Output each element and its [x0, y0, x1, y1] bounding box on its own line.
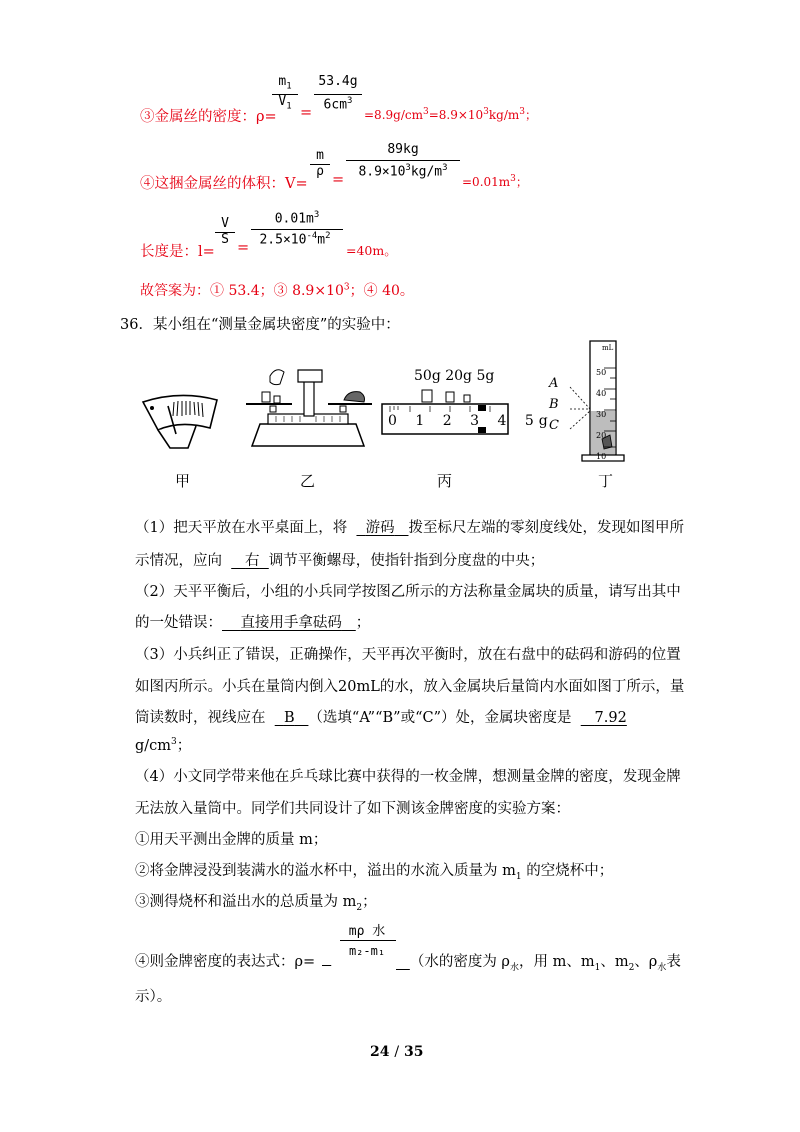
frac-sup: 3	[405, 163, 411, 173]
length-frac1-num: V	[221, 216, 229, 231]
figure-jia-dial	[140, 390, 220, 450]
item4-frac1-den: ρ	[316, 164, 324, 179]
frac-text: 2.5×10	[259, 232, 307, 248]
text: 的空烧杯中；	[521, 863, 614, 879]
sup: 3	[171, 737, 177, 748]
page-number	[370, 1044, 423, 1060]
text: ；	[355, 615, 371, 631]
text: ；	[362, 894, 377, 910]
answer-text: B	[283, 710, 295, 726]
text: ②将金牌浸没到装满水的溢水杯中，溢出的水流入质量为 m	[135, 863, 516, 879]
caption-yi: 乙	[300, 472, 316, 490]
text: ③测得烧杯和溢出水的总质量为 m	[135, 894, 357, 910]
text: （水的密度为 ρ	[409, 954, 510, 970]
question-title: 36．某小组在“测量金属块密度”的实验中：	[120, 317, 400, 333]
item3-frac2-den	[312, 96, 364, 112]
step4-rest	[396, 950, 681, 973]
step4-label: ④则金牌密度的表达式：ρ=	[135, 954, 316, 970]
answer-text: 右	[245, 553, 260, 569]
item4-label: ④这捆金属丝的体积：V=	[140, 176, 308, 192]
fraction-bar	[346, 160, 460, 161]
frac-text: m	[317, 232, 326, 248]
fraction-bar	[251, 229, 343, 230]
p3-line3	[135, 706, 627, 727]
tick-label: 4	[497, 413, 512, 429]
p3-line2: 如图丙所示。小兵在量筒内倒入20mL的水，放入金属块后量筒内水面如图丁所示，量	[135, 679, 685, 695]
p1-line2	[135, 549, 544, 570]
text: g/cm	[135, 738, 172, 754]
answer-text: 7.92	[594, 710, 627, 726]
frac-sub: 1	[286, 101, 292, 112]
length-frac2-den	[243, 231, 347, 247]
length-label: 长度是：l=	[140, 244, 215, 260]
rider	[478, 405, 486, 411]
balance-scale-window	[298, 370, 322, 382]
text: 、ρ	[634, 954, 658, 970]
frac-sup: -4	[306, 231, 318, 241]
sub: 水	[509, 962, 519, 973]
answer-text: ；④ 40。	[349, 283, 414, 299]
item3-frac2-num: 53.4g	[318, 74, 358, 89]
answer-blank	[396, 954, 410, 970]
step4-blank-lead	[322, 950, 331, 966]
tick-label: 0	[388, 413, 402, 429]
balance-knob	[340, 406, 346, 412]
step2	[135, 859, 613, 882]
frac-sup: 3	[347, 96, 353, 106]
p4-line2: 无法放入量筒中。同学们共同设计了如下测该金牌密度的实验方案：	[135, 801, 570, 817]
item3-result	[364, 106, 537, 123]
balance-base	[252, 424, 364, 446]
result-sup: 3	[510, 174, 516, 184]
caption-bing: 丙	[437, 472, 453, 490]
cylinder-mark: 20	[596, 431, 607, 440]
text: 的一处错误：	[135, 615, 222, 631]
length-frac1-den: S	[221, 232, 229, 247]
result-text: ；	[515, 175, 528, 189]
item4-result	[462, 173, 528, 190]
p3-line1: （3）小兵纠正了错误，正确操作，天平再次平衡时，放在右盘中的砝码和游码的位置	[135, 647, 681, 663]
figure-yi-balance	[240, 362, 376, 458]
p4-line1: （4）小文同学带来他在乒乓球比赛中获得的一枚金牌，想测量金牌的密度，发现金牌	[135, 769, 681, 785]
figure-bing-rider-scale	[380, 386, 510, 438]
step3	[135, 890, 377, 913]
text: （1）把天平放在水平桌面上，将	[135, 520, 348, 536]
hand-holding-weight	[270, 370, 284, 385]
weight-50g	[422, 390, 432, 402]
answer-blank	[356, 520, 408, 536]
sub: 2	[356, 902, 363, 913]
item3-frac1-den	[270, 94, 300, 112]
view-lines	[570, 387, 590, 429]
cylinder-unit: mL	[602, 344, 614, 352]
result-sup: 3	[483, 107, 489, 117]
tick-label: 1	[415, 413, 430, 429]
balance-knob	[270, 406, 276, 412]
text: ；	[176, 738, 192, 754]
answer-blank	[231, 553, 269, 569]
page-total: 35	[403, 1044, 424, 1060]
frac-text: 8.9×10	[358, 164, 406, 180]
item4-frac2-den	[344, 163, 462, 179]
answer-line	[140, 280, 414, 300]
text: （选填“A”“B”或“C”）处，金属块密度是	[308, 710, 572, 726]
p1-line1	[135, 516, 684, 537]
text: 示情况，应向	[135, 553, 222, 569]
item3-frac1-num	[270, 74, 300, 92]
item4-frac1-num: m	[316, 148, 324, 163]
item4-frac2-num: 89kg	[387, 142, 419, 157]
caption-ding: 丁	[598, 472, 614, 490]
text: 筒读数时，视线应在	[135, 710, 266, 726]
p2-line2	[135, 611, 370, 632]
text: 表	[666, 954, 681, 970]
weight-20g	[446, 392, 454, 402]
frac-text: 0.01m	[274, 211, 314, 227]
step1: ①用天平测出金牌的质量 m；	[135, 832, 328, 848]
answer-sup: 3	[343, 282, 350, 293]
answer-blank	[222, 615, 356, 631]
item3-label: ③金属丝的密度：ρ=	[140, 109, 277, 125]
view-label-b: B	[549, 397, 559, 412]
frac-text: m	[278, 74, 287, 89]
page-sep: /	[394, 1044, 400, 1060]
cylinder-mark: 40	[596, 389, 607, 398]
result-text: =8.9g/cm	[364, 108, 423, 122]
weight-on-pan	[262, 392, 270, 402]
step4-line2: 示）。	[135, 989, 172, 1005]
sub: 2	[628, 962, 635, 973]
cylinder-mark: 10	[596, 452, 607, 461]
tick-label: 3	[470, 413, 485, 429]
text: 、m	[600, 954, 629, 970]
result-text: =0.01m	[462, 175, 511, 189]
cylinder-marks	[596, 362, 606, 467]
page-current: 24	[370, 1044, 390, 1060]
equals-sign: =	[237, 240, 250, 256]
answer-text: 直接用手拿砝码	[240, 615, 342, 631]
tick-label: 2	[442, 413, 457, 429]
equals-sign: =	[332, 172, 345, 188]
result-text: ；	[525, 108, 538, 122]
view-label-a: A	[549, 376, 559, 391]
frac-text: V	[278, 94, 287, 109]
answer-text: 故答案为：① 53.4；③ 8.9×10	[140, 283, 344, 299]
caption-jia: 甲	[175, 472, 191, 490]
frac-text: 6cm	[323, 97, 348, 113]
step4-frac-num: mρ 水	[348, 924, 386, 939]
result-text: kg/m	[488, 108, 520, 122]
answer-blank	[322, 950, 331, 966]
length-result: =40m。	[346, 243, 397, 258]
cylinder-mark: 50	[596, 368, 607, 377]
metal-block	[344, 392, 365, 402]
frac-sup: 3	[313, 210, 320, 220]
weight-on-pan	[274, 396, 280, 403]
ruler-tick-labels	[388, 413, 553, 429]
frac-sup: 3	[442, 163, 448, 173]
sub: 1	[515, 871, 522, 882]
dial-stand	[158, 426, 196, 448]
fraction-bar	[340, 940, 396, 941]
answer-blank	[581, 710, 627, 726]
weights-label: 50g 20g 5g	[414, 368, 495, 384]
frac-text: kg/m	[410, 164, 443, 180]
step4-frac-den: m₂-m₁	[348, 944, 386, 958]
length-frac2-num	[249, 210, 345, 226]
equals-sign: =	[300, 105, 313, 121]
answer-text: 游码	[365, 520, 395, 536]
p2-line1: （2）天平平衡后，小组的小兵同学按图乙所示的方法称量金属块的质量，请写出其中	[135, 584, 681, 600]
result-sup: 3	[519, 107, 526, 117]
text: 调节平衡螺母，使指针指到分度盘的中央；	[268, 553, 545, 569]
dial-dot	[150, 406, 154, 410]
result-sup: 3	[422, 107, 429, 117]
sub: 1	[594, 962, 601, 973]
sub: 水	[657, 962, 667, 973]
view-label-c: C	[549, 418, 559, 433]
dial-face	[143, 395, 217, 430]
text: 拨至标尺左端的零刻度线处，发现如图甲所	[408, 520, 684, 536]
frac-sub: 1	[286, 81, 292, 92]
answer-blank	[275, 710, 309, 726]
cylinder-mark: 30	[596, 410, 607, 419]
result-text: =8.9×10	[428, 108, 484, 122]
fraction-bar	[314, 94, 362, 95]
tick-label: 5g	[524, 413, 553, 429]
p3-line4	[135, 734, 191, 755]
text: ，用 m、m	[518, 954, 595, 970]
weight-5g	[464, 395, 470, 402]
frac-sup: 2	[325, 231, 331, 241]
